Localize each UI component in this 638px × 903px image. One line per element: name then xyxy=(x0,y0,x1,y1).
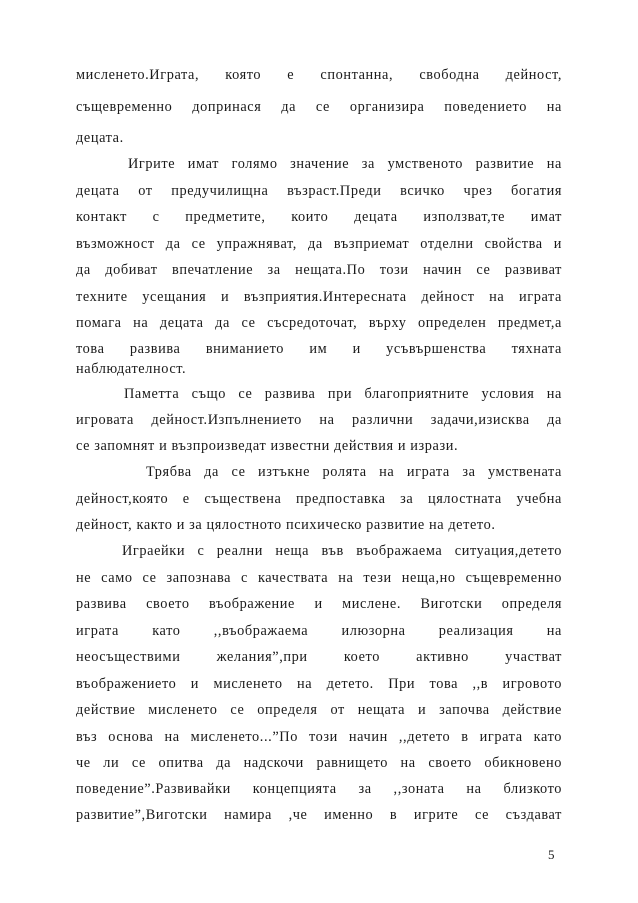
text-line: децата от предучилищна възраст.Преди всичко чрез богатия xyxy=(76,183,562,199)
text-line: наблюдателност. xyxy=(76,361,187,377)
text-line: действие мисленето се определя от нещата и започва действие xyxy=(76,702,562,718)
text-line: че ли се опитва да надскочи равнището на своето обикновено xyxy=(76,755,562,771)
text-line: децата. xyxy=(76,130,124,146)
text-line: Паметта също се развива при благоприятните условия на xyxy=(124,386,562,402)
text-line: Игрите имат голямо значение за умственото развитие на xyxy=(128,156,562,172)
text-line: поведение”.Развивайки концепцията за ,,зоната на близкото xyxy=(76,781,562,797)
text-line: контакт с предметите, които децата използват,те имат xyxy=(76,209,562,225)
text-line: техните усещания и възприятия.Интересната дейност на играта xyxy=(76,289,562,305)
text-line: дейност,която е съществена предпоставка за цялостната учебна xyxy=(76,491,562,507)
text-line: мисленето.Играта, която е спонтанна, свободна дейност, xyxy=(76,67,562,83)
text-line: възможност да се упражняват, да възприемат отделни свойства и xyxy=(76,236,562,252)
text-line: играта като ,,въображаема илюзорна реализация на xyxy=(76,623,562,639)
page-number: 5 xyxy=(548,847,555,862)
text-line: не само се запознава с качествата на тези неща,но същевременно xyxy=(76,570,562,586)
text-line: Играейки с реални неща във въображаема ситуация,детето xyxy=(122,543,562,559)
text-line: неосъществими желания”,при което активно участват xyxy=(76,649,562,665)
text-line: дейност, както и за цялостното психическо развитие на детето. xyxy=(76,517,496,533)
text-line: същевременно допринася да се организира поведението на xyxy=(76,99,562,115)
text-line: развитие”,Виготски намира ,че именно в игрите се създават xyxy=(76,807,562,823)
text-line: Трябва да се изтъкне ролята на играта за умствената xyxy=(146,464,562,480)
text-line: развива своето въображение и мислене. Виготски определя xyxy=(76,596,562,612)
text-line: се запомнят и възпроизведат известни действия и изрази. xyxy=(76,438,459,454)
text-line: въз основа на мисленето...”По този начин ,,детето в играта като xyxy=(76,729,562,745)
text-line: въображението и мисленето на детето. При това ,,в игровото xyxy=(76,676,562,692)
text-line: това развива вниманието им и усъвършенства тяхната xyxy=(76,341,562,357)
text-line: помага на децата да се съсредоточат, върху определен предмет,а xyxy=(76,315,562,331)
text-line: да добиват впечатление за нещата.По този начин се развиват xyxy=(76,262,562,278)
text-line: игровата дейност.Изпълнението на различни задачи,изисква да xyxy=(76,412,562,428)
